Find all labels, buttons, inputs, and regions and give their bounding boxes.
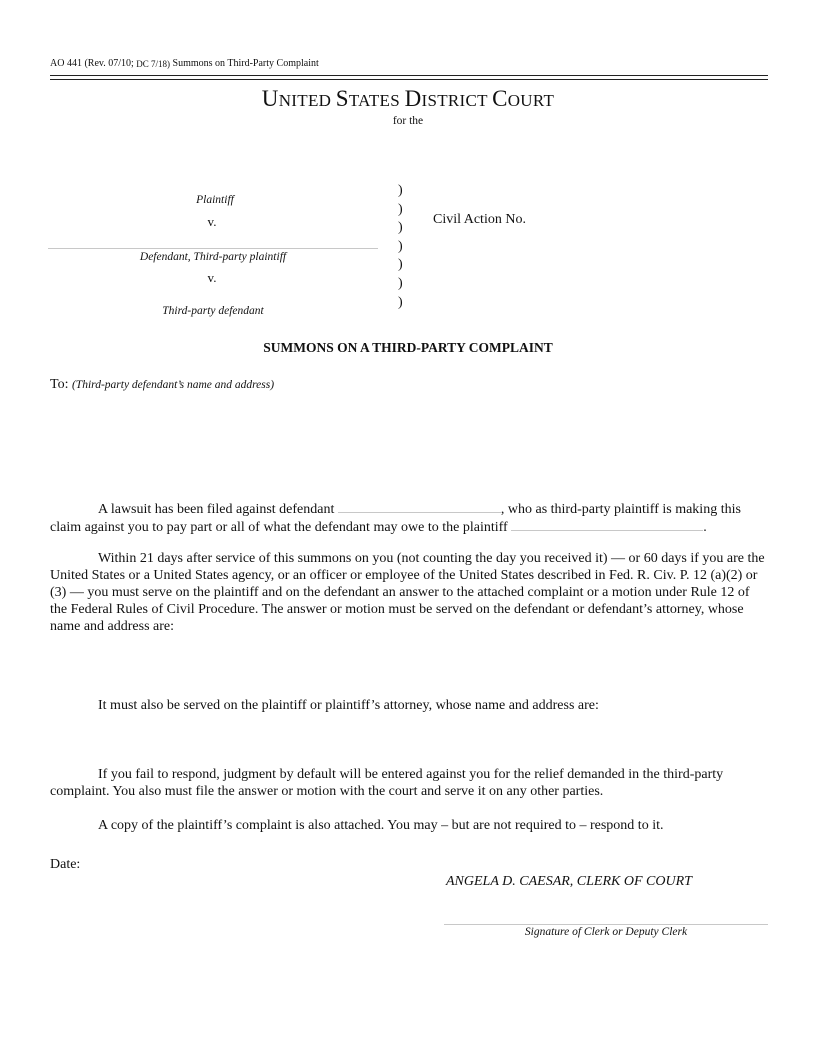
paragraph-serve-plaintiff: It must also be served on the plaintiff or plaintiff’s attorney, whose name and address are: (98, 698, 599, 713)
signature-line[interactable] (444, 924, 768, 925)
paragraph-response-deadline: Within 21 days after service of this summons on you (not counting the day you received it) — or 60 days if you are the United States or a United States agency, or an officer or employee of the United States described in Fed. R. Civ. P. 12 (a)(2) or (3) — you must serve on the plaintiff and on the defendant an answer to the attached complaint or a motion under Rule 12 of the Federal Rules of Civil Procedure. The answer or motion must be served on the defendant or defendant’s attorney, whose name and address are: (50, 551, 765, 634)
paragraph-default-judgment: If you fail to respond, judgment by default will be entered against you for the relief demanded in the third-party complaint. You also must file the answer or motion with the court and serve it on any other parties. (50, 767, 724, 799)
to-hint: (Third-party defendant’s name and address) (71, 379, 275, 391)
defendant-line (48, 248, 378, 249)
versus-1: v. (207, 214, 217, 229)
form-identifier (50, 58, 319, 69)
court-title: UNITED STATES DISTRICT COURT (261, 86, 555, 111)
caption-parentheses: ) ) ) ) ) ) ) (398, 183, 403, 310)
to-label: To: (50, 377, 69, 392)
form-code: AO 441 (Rev. 07/10; (50, 58, 134, 69)
clerk-name: ANGELA D. CAESAR, CLERK OF COURT (446, 874, 692, 889)
plaintiff-name-blank[interactable] (511, 518, 703, 531)
to-line (50, 377, 274, 393)
plaintiff-label: Plaintiff (196, 194, 234, 206)
header-rule-second (50, 79, 768, 80)
paragraph-complaint-attached: A copy of the plaintiff’s complaint is also attached. You may – but are not required to – respond to it. (98, 818, 664, 833)
defendant-name-blank[interactable] (338, 500, 501, 513)
versus-2: v. (207, 270, 217, 285)
civil-action-number: Civil Action No. (433, 212, 526, 227)
for-the-text: for the (392, 115, 424, 127)
signature-caption: Signature of Clerk or Deputy Clerk (524, 926, 688, 938)
date-label: Date: (50, 857, 81, 872)
form-code-suffix: DC 7/18) (136, 59, 171, 69)
form-title: Summons on Third-Party Complaint (172, 58, 319, 69)
header-rule (50, 75, 768, 76)
summons-heading: SUMMONS ON A THIRD-PARTY COMPLAINT (263, 340, 553, 355)
paragraph-lawsuit: A lawsuit has been filed against defendant , who as third-party plaintiff is making this claim against you to pay part or all of what the defendant may owe to the plaintiff . (50, 502, 741, 535)
third-party-defendant-label: Third-party defendant (162, 305, 264, 317)
defendant-label: Defendant, Third-party plaintiff (139, 251, 287, 263)
